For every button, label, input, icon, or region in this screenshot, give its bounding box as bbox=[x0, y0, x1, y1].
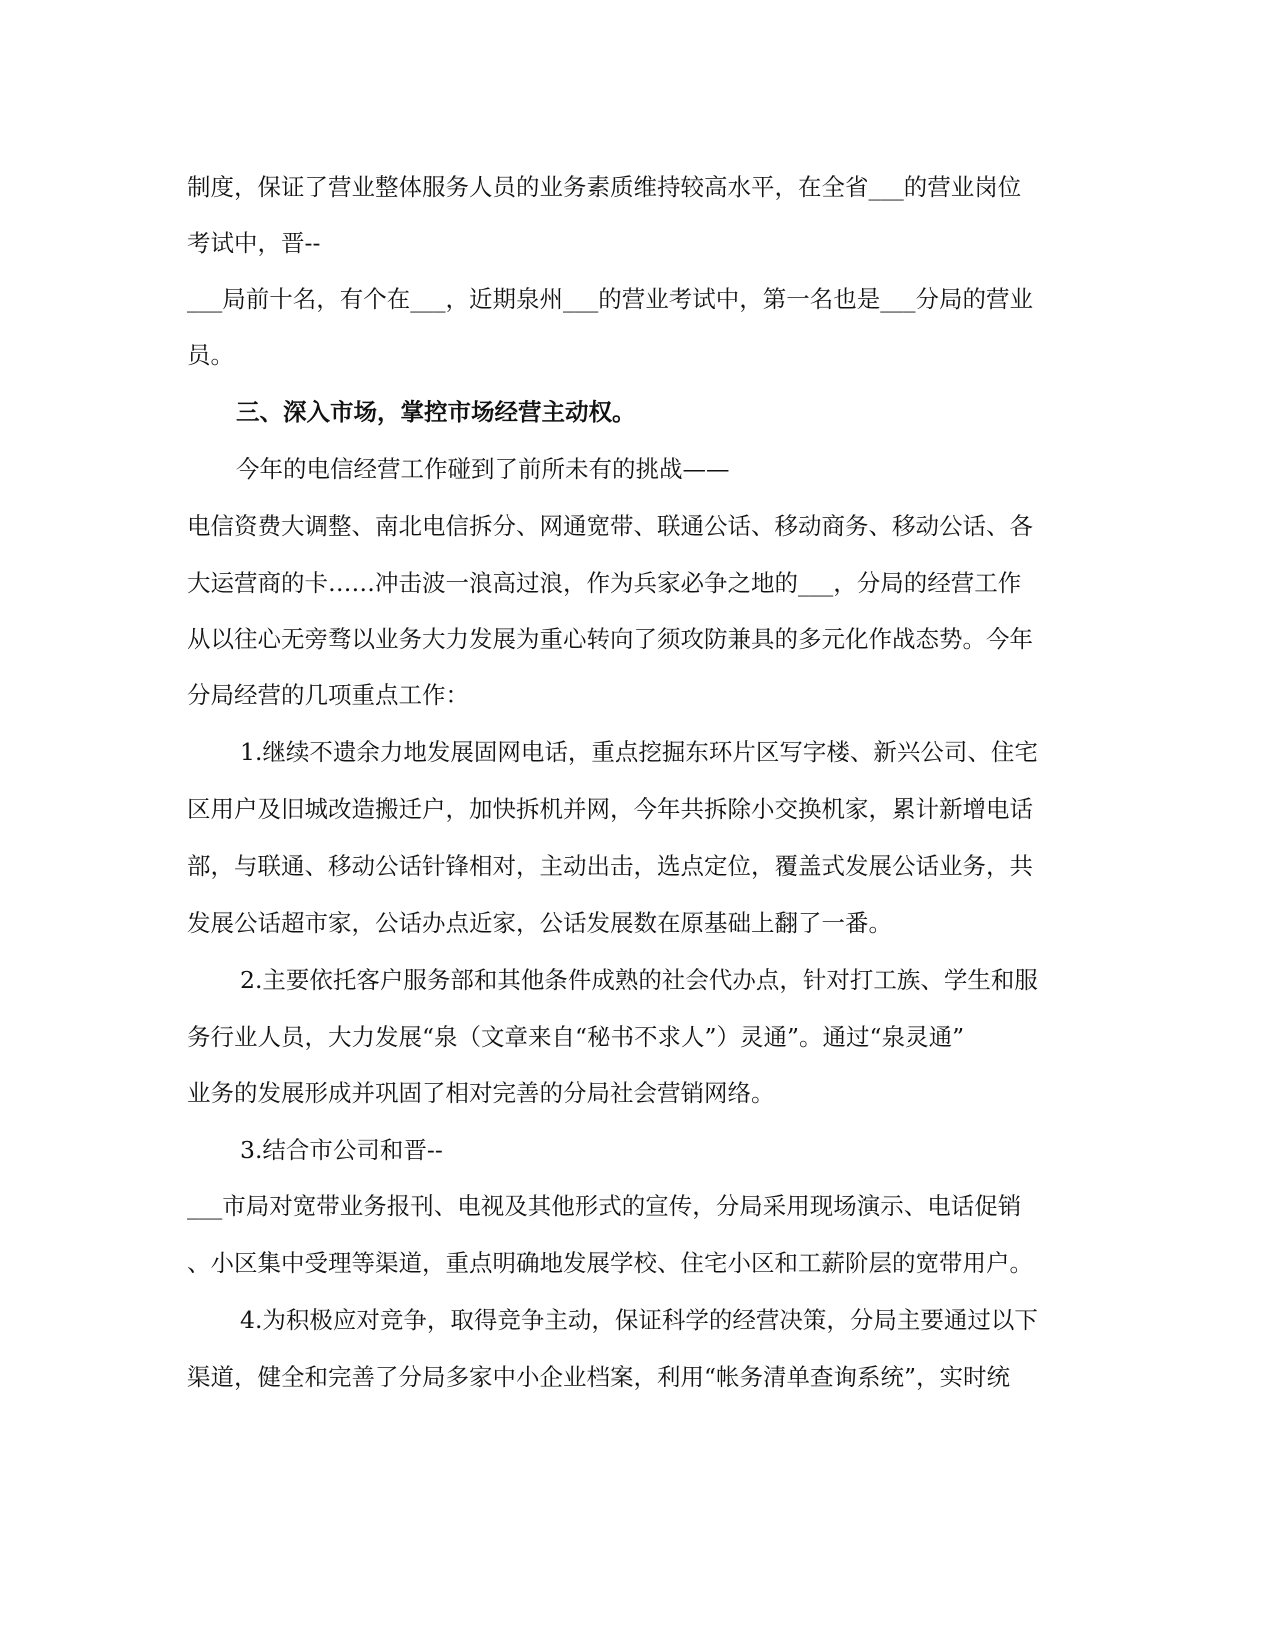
paragraph-line: 考试中，晋-- bbox=[187, 229, 321, 257]
paragraph-line: 今年的电信经营工作碰到了前所未有的挑战—— bbox=[236, 455, 730, 483]
paragraph-line: 渠道，健全和完善了分局多家中小企业档案，利用“帐务清单查询系统”，实时统 bbox=[187, 1363, 1011, 1391]
paragraph-line: 、小区集中受理等渠道，重点明确地发展学校、住宅小区和工薪阶层的宽带用户。 bbox=[187, 1249, 1033, 1277]
paragraph-line: 部，与联通、移动公话针锋相对，主动出击，选点定位，覆盖式发展公话业务，共 bbox=[187, 852, 1033, 880]
paragraph-line: 制度，保证了营业整体服务人员的业务素质维持较高水平，在全省___的营业岗位 bbox=[187, 173, 1022, 201]
list-item-line: 3.结合市公司和晋-- bbox=[240, 1136, 443, 1164]
paragraph-line: 发展公话超市家，公话办点近家，公话发展数在原基础上翻了一番。 bbox=[187, 909, 892, 937]
paragraph-line: ___局前十名，有个在___，近期泉州___的营业考试中，第一名也是___分局的营业 bbox=[187, 285, 1033, 313]
paragraph-line: ___市局对宽带业务报刊、电视及其他形式的宣传，分局采用现场演示、电话促销 bbox=[187, 1192, 1022, 1220]
paragraph-line: 分局经营的几项重点工作： bbox=[187, 681, 469, 709]
paragraph-line: 从以往心无旁骛以业务大力发展为重心转向了须攻防兼具的多元化作战态势。今年 bbox=[187, 625, 1033, 653]
paragraph-line: 务行业人员，大力发展“泉（文章来自“秘书不求人”）灵通”。通过“泉灵通” bbox=[187, 1023, 965, 1051]
paragraph-line: 区用户及旧城改造搬迁户，加快拆机并网，今年共拆除小交换机家，累计新增电话 bbox=[187, 795, 1033, 823]
section-heading: 三、深入市场，掌控市场经营主动权。 bbox=[236, 398, 636, 426]
paragraph-line: 电信资费大调整、南北电信拆分、网通宽带、联通公话、移动商务、移动公话、各 bbox=[187, 512, 1033, 540]
list-item-line: 4.为积极应对竞争，取得竞争主动，保证科学的经营决策，分局主要通过以下 bbox=[240, 1306, 1038, 1334]
paragraph-line: 业务的发展形成并巩固了相对完善的分局社会营销网络。 bbox=[187, 1079, 775, 1107]
list-item-line: 2.主要依托客户服务部和其他条件成熟的社会代办点，针对打工族、学生和服 bbox=[240, 966, 1038, 994]
paragraph-line: 大运营商的卡……冲击波一浪高过浪，作为兵家必争之地的___，分局的经营工作 bbox=[187, 569, 1022, 597]
paragraph-line: 员。 bbox=[187, 341, 234, 369]
list-item-line: 1.继续不遗余力地发展固网电话，重点挖掘东环片区写字楼、新兴公司、住宅 bbox=[240, 738, 1038, 766]
